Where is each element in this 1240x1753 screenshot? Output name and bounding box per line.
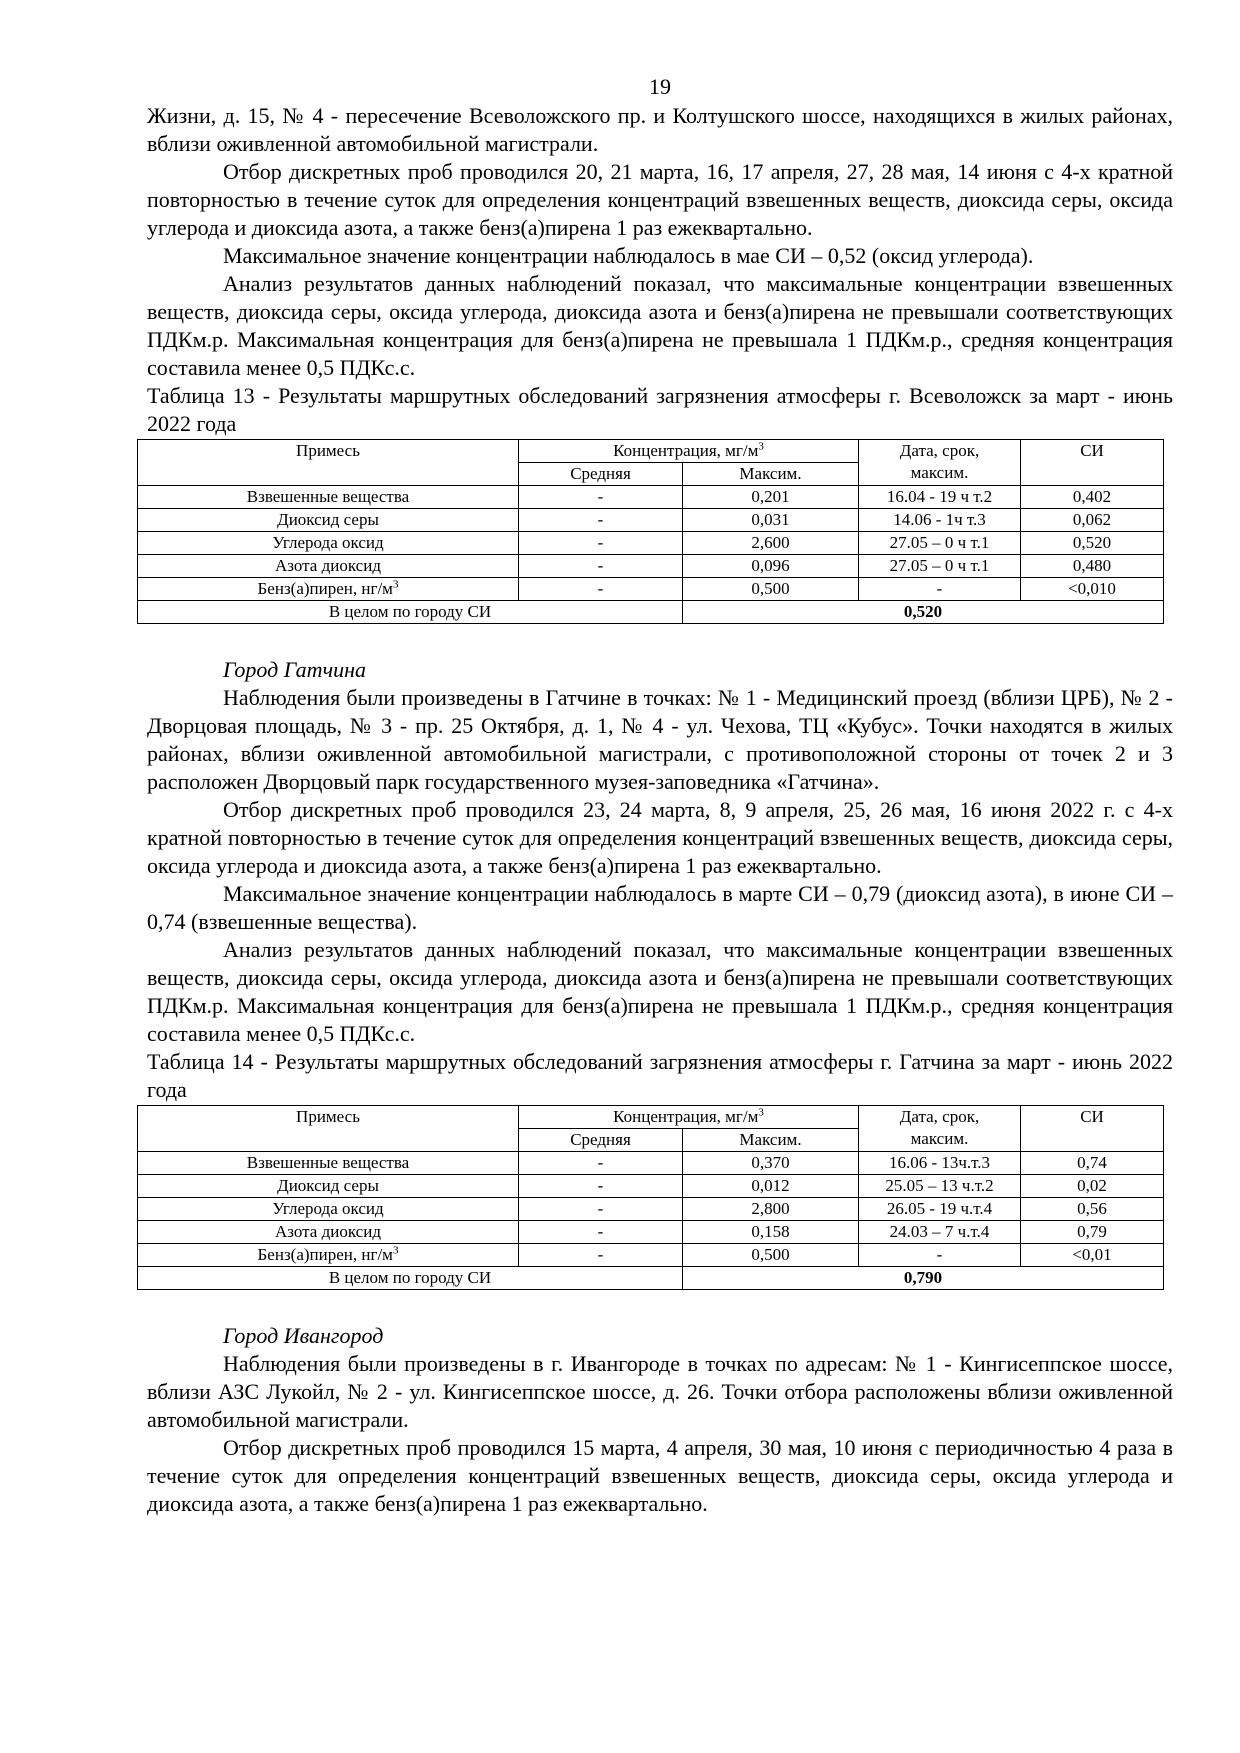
table-header-row [138,1106,1164,1129]
table-row [138,1221,1164,1244]
cell-date: 27.05 – 0 ч т.1 [859,532,1021,555]
paragraph: Анализ результатов данных наблюдений показал, что максимальные концентрации взвешенных веществ, диоксида серы, оксида углерода, диоксида азота и бенз(а)пирена не превышали соответствующих ПДКм.р. Максимальная концентрация для бенз(а)пирена не превышала 1 ПДКм.р., средняя концентрация составила менее 0,5 ПДКс.с. [147,937,1173,1046]
table-total-row [138,601,1164,624]
total-value: 0,520 [683,601,1164,624]
cell-max: 0,158 [683,1221,859,1244]
paragraph: Наблюдения были произведены в Гатчине в точках: № 1 - Медицинский проезд (вблизи ЦРБ), № 2 - Дворцовая площадь, № 3 - пр. 25 Октября, д. 1, № 4 - ул. Чехова, ТЦ «Кубус». Точки находятся в жилых районах, вблизи оживленной автомобильной магистрали, с противоположной стороны от точек 2 и 3 расположен Дворцовый парк государственного музея-заповедника «Гатчина». [147,685,1173,794]
table-body [138,1152,1164,1267]
cell-substance: Взвешенные вещества [138,1152,519,1175]
cell-si: 0,02 [1021,1175,1164,1198]
table-caption: Таблица 14 - Результаты маршрутных обследований загрязнения атмосферы г. Гатчина за март - июнь 2022 года [147,1049,1173,1102]
cell-max: 0,096 [683,555,859,578]
table-total-row [138,1267,1164,1290]
city-heading: Город Гатчина [223,657,366,682]
header-max: Максим. [683,1129,859,1152]
table-row [138,1198,1164,1221]
table-row [138,486,1164,509]
page-number: 19 [649,74,671,99]
cell-si: <0,01 [1021,1244,1164,1267]
paragraph: Максимальное значение концентрации наблюдалось в марте СИ – 0,79 (диоксид азота), в июне СИ – 0,74 (взвешенные вещества). [147,881,1173,934]
cell-avg: - [519,578,683,601]
cell-avg: - [519,1175,683,1198]
cell-date: - [859,1244,1021,1267]
cell-substance: Диоксид серы [138,1175,519,1198]
cell-substance: Взвешенные вещества [138,486,519,509]
city-heading: Город Ивангород [223,1323,384,1348]
cell-substance: Азота диоксид [138,1221,519,1244]
cell-avg: - [519,1198,683,1221]
paragraph: Максимальное значение концентрации наблюдалось в мае СИ – 0,52 (оксид углерода). [223,243,1034,268]
header-concentration: Концентрация, $мг/м^3$ [519,440,859,463]
total-label: В целом по городу СИ [138,601,683,624]
table-row [138,1244,1164,1267]
page-content [147,72,1173,1518]
cell-max: 0,500 [683,578,859,601]
total-label: В целом по городу СИ [138,1267,683,1290]
cell-date: 25.05 – 13 ч.т.2 [859,1175,1021,1198]
cell-avg: - [519,1152,683,1175]
paragraph: Отбор дискретных проб проводился 23, 24 марта, 8, 9 апреля, 25, 26 мая, 16 июня 2022 г. с 4-х кратной повторностью в течение суток для определения концентраций взвешенных веществ, диоксида серы, оксида углерода и диоксида азота, а также бенз(а)пирена 1 раз ежеквартально. [147,797,1173,878]
paragraph: Наблюдения были произведены в г. Ивангороде в точках по адресам: № 1 - Кингисеппское шоссе, вблизи АЗС Лукойл, № 2 - ул. Кингисеппское шоссе, д. 26. Точки отбора расположены вблизи оживленной автомобильной магистрали. [147,1351,1173,1432]
cell-max: 2,600 [683,532,859,555]
cell-substance: Диоксид серы [138,509,519,532]
table-row [138,578,1164,601]
cell-max: 2,800 [683,1198,859,1221]
cell-date: 16.06 - 13ч.т.3 [859,1152,1021,1175]
results-table-14 [137,1105,1164,1290]
cell-si: 0,480 [1021,555,1164,578]
cell-si: 0,062 [1021,509,1164,532]
cell-avg: - [519,1244,683,1267]
cell-si: 0,402 [1021,486,1164,509]
table-row [138,1175,1164,1198]
table-row [138,1152,1164,1175]
cell-si: 0,74 [1021,1152,1164,1175]
header-max: Максим. [683,463,859,486]
cell-avg: - [519,1221,683,1244]
cell-avg: - [519,509,683,532]
paragraph: Отбор дискретных проб проводился 15 марта, 4 апреля, 30 мая, 10 июня с периодичностью 4 раза в течение суток для определения концентраций взвешенных веществ, диоксида серы, оксида углерода и диоксида азота, а также бенз(а)пирена 1 раз ежеквартально. [147,1435,1173,1516]
cell-substance: Углерода оксид [138,532,519,555]
cell-substance: Бенз(а)пирен, $нг/м^3$ [138,1244,519,1267]
cell-si: 0,79 [1021,1221,1164,1244]
spacer [147,1290,1173,1318]
paragraph: Анализ результатов данных наблюдений показал, что максимальные концентрации взвешенных веществ, диоксида серы, оксида углерода, диоксида азота и бенз(а)пирена не превышали соответствующих ПДКм.р. Максимальная концентрация для бенз(а)пирена не превышала 1 ПДКм.р., средняя концентрация составила менее 0,5 ПДКс.с. [147,271,1173,380]
cell-si: <0,010 [1021,578,1164,601]
paragraph: Отбор дискретных проб проводился 20, 21 марта, 16, 17 апреля, 27, 28 мая, 14 июня с 4-х кратной повторностью в течение суток для определения концентраций взвешенных веществ, диоксида серы, оксида углерода и диоксида азота, а также бенз(а)пирена 1 раз ежеквартально. [147,159,1173,240]
header-date: Дата, срок, максим. [859,440,1021,486]
table-row [138,555,1164,578]
header-concentration: Концентрация, $мг/м^3$ [519,1106,859,1129]
results-table-13 [137,439,1164,624]
header-avg: Средняя [519,463,683,486]
cell-max: 0,031 [683,509,859,532]
cell-max: 0,201 [683,486,859,509]
cell-date: 26.05 - 19 ч.т.4 [859,1198,1021,1221]
header-si: СИ [1021,1106,1164,1152]
cell-date: - [859,578,1021,601]
table-row [138,509,1164,532]
spacer [147,624,1173,652]
header-si: СИ [1021,440,1164,486]
cell-max: 0,370 [683,1152,859,1175]
cell-si: 0,56 [1021,1198,1164,1221]
cell-substance: Азота диоксид [138,555,519,578]
header-substance: Примесь [138,440,519,486]
cell-avg: - [519,486,683,509]
cell-avg: - [519,555,683,578]
table-caption: Таблица 13 - Результаты маршрутных обследований загрязнения атмосферы г. Всеволожск за март - июнь 2022 года [147,383,1173,436]
table-header-row [138,440,1164,463]
cell-substance: Бенз(а)пирен, $нг/м^3$ [138,578,519,601]
header-substance: Примесь [138,1106,519,1152]
paragraph: Жизни, д. 15, № 4 - пересечение Всеволожского пр. и Колтушского шоссе, находящихся в жилых районах, вблизи оживленной автомобильной магистрали. [147,103,1173,156]
cell-date: 27.05 – 0 ч т.1 [859,555,1021,578]
cell-substance: Углерода оксид [138,1198,519,1221]
cell-date: 16.04 - 19 ч т.2 [859,486,1021,509]
cell-max: 0,500 [683,1244,859,1267]
cell-avg: - [519,532,683,555]
header-date: Дата, срок, максим. [859,1106,1021,1152]
cell-date: 24.03 – 7 ч.т.4 [859,1221,1021,1244]
table-row [138,532,1164,555]
header-avg: Средняя [519,1129,683,1152]
table-body [138,486,1164,601]
total-value: 0,790 [683,1267,1164,1290]
cell-si: 0,520 [1021,532,1164,555]
cell-max: 0,012 [683,1175,859,1198]
cell-date: 14.06 - 1ч т.3 [859,509,1021,532]
